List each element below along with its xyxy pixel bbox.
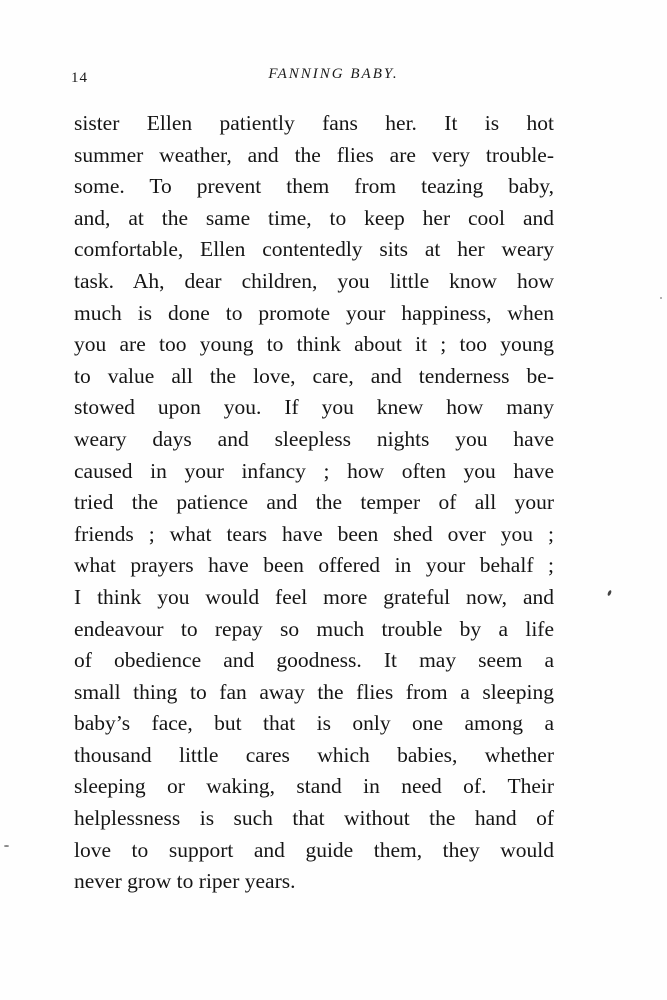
text-line: thousand little cares which babies, whether: [74, 742, 554, 767]
text-line: to value all the love, care, and tenderness be-: [74, 363, 554, 388]
text-line: baby’s face, but that is only one among a: [74, 711, 554, 736]
text-line: sleeping or waking, stand in need of. Their: [74, 774, 554, 799]
text-line: what prayers have been offered in your behalf ;: [74, 553, 554, 578]
text-line: of obedience and goodness. It may seem a: [74, 648, 554, 673]
text-line: comfortable, Ellen contentedly sits at her weary: [74, 237, 554, 262]
text-line: tried the patience and the temper of all your: [74, 490, 554, 515]
text-line: caused in your infancy ; how often you have: [74, 458, 554, 483]
text-line: you are too young to think about it ; too young: [74, 332, 554, 357]
text-line: sister Ellen patiently fans her. It is hot: [74, 111, 554, 135]
text-line: stowed upon you. If you knew how many: [74, 395, 554, 420]
text-line: small thing to fan away the flies from a sleeping: [74, 679, 554, 704]
ink-speck: [4, 845, 9, 847]
text-line: I think you would feel more grateful now, and: [74, 584, 554, 609]
text-line: much is done to promote your happiness, when: [74, 300, 554, 325]
text-line: helplessness is such that without the hand of: [74, 806, 554, 831]
running-head: FANNING BABY.: [268, 66, 399, 82]
text-line: endeavour to repay so much trouble by a life: [74, 616, 554, 641]
text-line: never grow to riper years.: [74, 869, 296, 894]
page-number: 14: [71, 70, 88, 86]
text-line: summer weather, and the flies are very trouble-: [74, 142, 554, 167]
ink-speck: [607, 590, 612, 597]
text-line: task. Ah, dear children, you little know how: [74, 268, 554, 293]
text-line: weary days and sleepless nights you have: [74, 426, 554, 451]
body-text: [74, 108, 554, 898]
text-line: some. To prevent them from teazing baby,: [74, 174, 554, 199]
text-line: and, at the same time, to keep her cool and: [74, 205, 554, 230]
text-line: love to support and guide them, they would: [74, 837, 554, 862]
text-line: friends ; what tears have been shed over you ;: [74, 521, 554, 546]
ink-speck: [660, 297, 662, 299]
